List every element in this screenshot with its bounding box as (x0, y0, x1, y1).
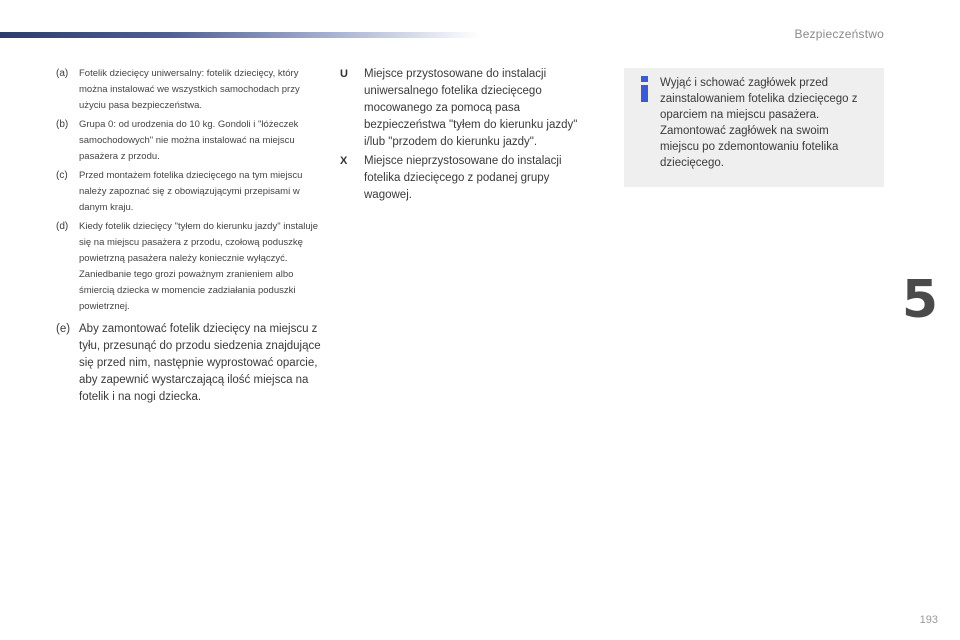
info-icon (638, 76, 651, 102)
header-accent-bar (0, 32, 480, 38)
footnote-key: (d) (56, 221, 69, 232)
legend-item-x (340, 153, 600, 204)
legend-column (340, 66, 600, 206)
info-box (624, 68, 884, 187)
legend-key: X (340, 155, 348, 167)
footnotes-column (56, 66, 324, 406)
footnote-c (56, 168, 324, 216)
footnote-key: (b) (56, 119, 69, 130)
legend-item-u (340, 66, 600, 151)
info-box-text: Wyjąć i schować zagłówek przed zainstalowaniem fotelika dziecięcego z oparciem na miejscu pasażera. Zamontować zagłówek na swoim miejscu po zdemontowaniu fotelika dziecięcego. (660, 77, 858, 169)
footnote-text: Fotelik dziecięcy uniwersalny: fotelik dziecięcy, który można instalować we wszystkich samochodach przy użyciu pasa bezpieczeństwa. (79, 68, 300, 111)
chapter-number: 5 (901, 270, 938, 330)
footnote-a (56, 66, 324, 114)
page-number: 193 (919, 614, 938, 626)
footnote-key: (e) (56, 323, 71, 335)
legend-text: Miejsce przystosowane do instalacji uniwersalnego fotelika dziecięcego mocowanego za pomocą pasa bezpieczeństwa "tyłem do kierunku jazdy" i/lub "przodem do kierunku jazdy". (364, 68, 578, 148)
footnote-text: Kiedy fotelik dziecięcy "tyłem do kierunku jazdy" instaluje się na miejscu pasażera z przodu, czołową poduszkę powietrzną pasażera należy koniecznie wyłączyć. Zaniedbanie tego grozi poważnym zranieniem albo śmiercią dziecka w momencie zadziałania poduszki powietrznej. (79, 221, 319, 312)
footnote-key: (c) (56, 170, 68, 181)
section-title: Bezpieczeństwo (794, 27, 884, 41)
footnote-text: Aby zamontować fotelik dziecięcy na miejscu z tyłu, przesunąć do przodu siedzenia znajdujące się przed nim, następnie wyprostować oparcie, aby zapewnić wystarczającą ilość miejsca na fotelik i na nogi dziecka. (79, 323, 321, 403)
footnote-text: Przed montażem fotelika dziecięcego na tym miejscu należy zapoznać się z obowiązującymi przepisami w danym kraju. (79, 170, 303, 213)
footnote-key: (a) (56, 68, 69, 79)
legend-key: U (340, 68, 348, 80)
footnote-d (56, 219, 324, 315)
legend-text: Miejsce nieprzystosowane do instalacji fotelika dziecięcego z podanej grupy wagowej. (364, 155, 562, 201)
footnote-text: Grupa 0: od urodzenia do 10 kg. Gondoli i "łóżeczek samochodowych" nie można instalować na miejscu pasażera z przodu. (79, 119, 299, 162)
footnote-e (56, 321, 324, 406)
footnote-b (56, 117, 324, 165)
